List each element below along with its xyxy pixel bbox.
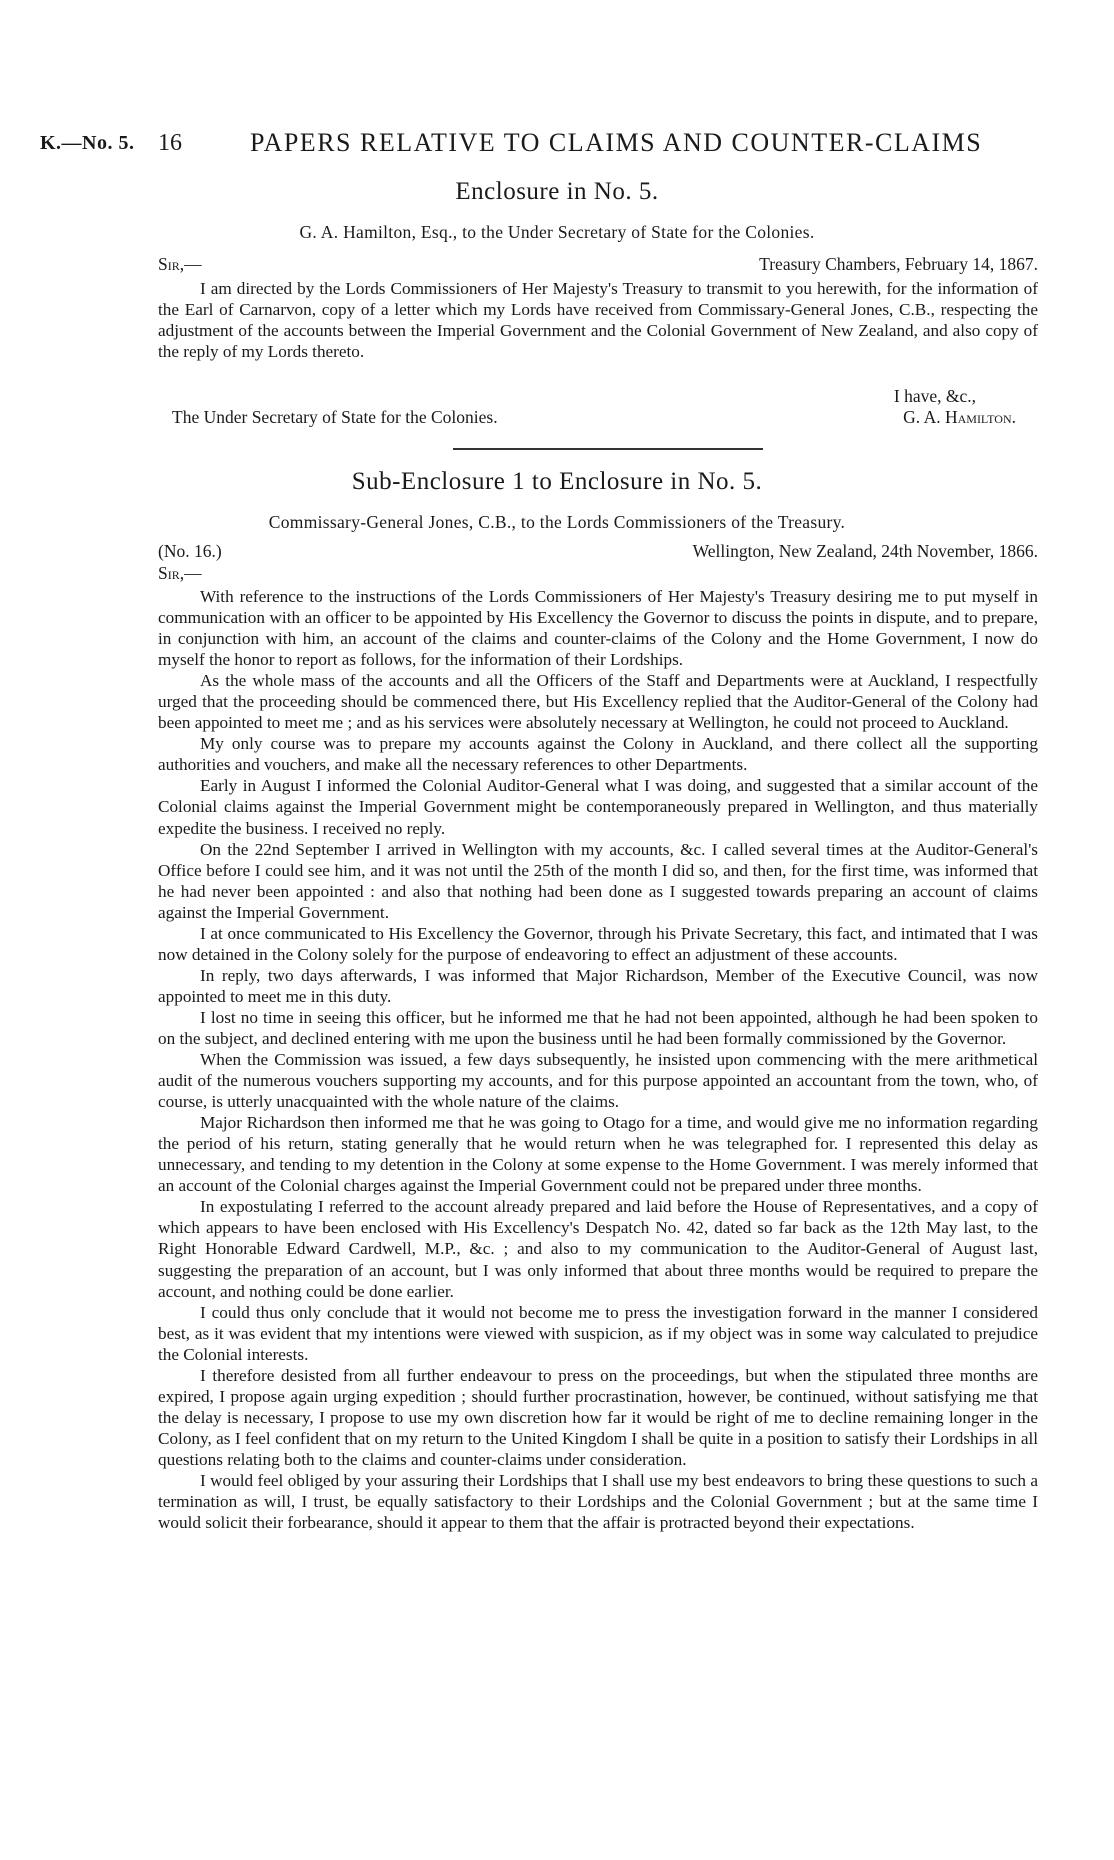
letter-paragraph: With reference to the instructions of the Lords Commissioners of Her Majesty's Treasury desiring me to put myself in communication with an officer to be appointed by His Excellency the Governor to discuss the points in dispute, and to prepare, in conjunction with him, an account of the claims and counter-claims of the Colony and the Home Government, I now do myself the honor to report as follows, for the information of their Lordships. [158, 587, 1038, 670]
sub-enclosure-place-date: Wellington, New Zealand, 24th November, 1866. [692, 541, 1038, 561]
letter-paragraph: I at once communicated to His Excellency the Governor, through his Private Secretary, this fact, and intimated that I was now detained in the Colony solely for the purpose of endeavoring to effect an adjustment of these accounts. [158, 923, 1038, 964]
enclosure-place-date: Treasury Chambers, February 14, 1867. [759, 254, 1038, 274]
letter-number: (No. 16.) [158, 541, 222, 561]
running-title: PAPERS RELATIVE TO CLAIMS AND COUNTER-CLAIMS [250, 128, 983, 157]
letter-paragraph: Major Richardson then informed me that he was going to Otago for a time, and would give me no information regarding the period of his return, stating generally that he would return when he was telegraphed for. I represented this delay as unnecessary, and tending to my detention in the Colony at some expense to the Home Government. I was merely informed that an account of the Colonial charges against the Imperial Government could not be prepared under three months. [158, 1113, 1038, 1196]
letter-paragraph: My only course was to prepare my accounts against the Colony in Auckland, and there collect all the supporting authorities and vouchers, and make all the necessary references to other Departments. [158, 734, 1038, 775]
section-divider [453, 448, 763, 450]
page-number: 16 [158, 130, 182, 156]
letter-paragraph: When the Commission was issued, a few days subsequently, he insisted upon commencing with the mere arithmetical audit of the numerous vouchers supporting my accounts, and for this purpose appointed an accountant from the town, who, of course, is utterly unacquainted with the whole nature of the claims. [158, 1050, 1038, 1112]
letter-paragraph: I therefore desisted from all further endeavour to press on the proceedings, but when the stipulated three months are expired, I propose again urging expedition ; should further procrastination, however, be continued, without satisfying me that the delay is necessary, I propose to use my own discretion how far it would be right of me to decline remaining longer in the Colony, as I feel confident that on my return to the United Kingdom I shall be quite in a position to satisfy their Lordships in all questions relating both to the claims and counter-claims under consideration. [158, 1365, 1038, 1469]
enclosure-salutation: Sir,— [158, 254, 202, 274]
letter-paragraph: On the 22nd September I arrived in Wellington with my accounts, &c. I called several times at the Auditor-General's Office before I could see him, and it was not until the 25th of the month I did so, and then, for the first time, was informed that he had never been appointed : and also that nothing had been done as I suggested towards preparing an account of claims against the Imperial Government. [158, 839, 1038, 922]
enclosure-addressee: The Under Secretary of State for the Colonies. [172, 407, 498, 427]
enclosure-body [158, 278, 1038, 362]
letter-paragraph: In reply, two days afterwards, I was informed that Major Richardson, Member of the Executive Council, was now appointed to meet me in this duty. [158, 965, 1038, 1006]
letter-paragraph: In expostulating I referred to the account already prepared and laid before the House of Representatives, and a copy of which appears to have been enclosed with His Excellency's Despatch No. 42, dated so far back as the 12th May last, to the Right Honorable Edward Cardwell, M.P., &c. ; and also to my communication to the Auditor-General of August last, suggesting the preparation of an account, but I was only informed that about three months would be required to prepare the account, and nothing could be done earlier. [158, 1197, 1038, 1301]
enclosure-closing: I have, &c., [893, 386, 976, 406]
enclosure-salutation-row [158, 254, 1038, 278]
enclosure-signature: G. A. Hamilton. [903, 407, 1016, 427]
sub-enclosure-salutation: Sir,— [158, 563, 202, 583]
page-header [40, 128, 1040, 168]
letter-body [158, 586, 1038, 1533]
sub-enclosure-title: Sub-Enclosure 1 to Enclosure in No. 5. [351, 468, 763, 495]
letter-paragraph: I lost no time in seeing this officer, but he informed me that he had not been appointed, although he had been spoken to on the subject, and declined entering with me upon the business until he had been formally commissioned by the Governor. [158, 1007, 1038, 1048]
enclosure-title: Enclosure in No. 5. [455, 178, 659, 205]
enclosure-body-text: I am directed by the Lords Commissioners of Her Majesty's Treasury to transmit to you herewith, for the information of the Earl of Carnarvon, copy of a letter which my Lords have received from Commissary-General Jones, C.B., respecting the adjustment of the accounts between the Imperial Government and the Colonial Government of New Zealand, and also copy of the reply of my Lords thereto. [158, 279, 1038, 362]
letter-paragraph: I would feel obliged by your assuring their Lordships that I shall use my best endeavors to bring these questions to such a termination as will, I trust, be equally satisfactory to their Lordships and the Colonial Government ; but at the same time I would solicit their forbearance, should it appear to them that the affair is protracted beyond their expectations. [158, 1470, 1038, 1533]
letter-paragraph: I could thus only conclude that it would not become me to press the investigation forward in the manner I considered best, as it was evident that my intentions were viewed with suspicion, as if my object was in some way calculated to prejudice the Colonial interests. [158, 1302, 1038, 1364]
document-reference: K.—No. 5. [40, 132, 135, 154]
sub-enclosure-number-row [158, 541, 1038, 563]
enclosure-signoff-row [158, 407, 1038, 429]
letter-paragraph: Early in August I informed the Colonial Auditor-General what I was doing, and suggested that a similar account of the Colonial claims against the Imperial Government might be contemporaneously prepared in Wellington, and thus materially expedite the business. I received no reply. [158, 776, 1038, 838]
sub-enclosure-from-to: Commissary-General Jones, C.B., to the Lords Commissioners of the Treasury. [268, 512, 846, 532]
enclosure-from-to: G. A. Hamilton, Esq., to the Under Secretary of State for the Colonies. [299, 222, 815, 242]
letter-paragraph: As the whole mass of the accounts and all the Officers of the Staff and Departments were at Auckland, I respectfully urged that the proceeding should be commenced there, but His Excellency replied that the Auditor-General of the Colony had been appointed to meet me ; and as his services were absolutely necessary at Wellington, he could not proceed to Auckland. [158, 671, 1038, 733]
enclosure-closing-row [158, 386, 1038, 408]
sub-enclosure-salutation-row [158, 563, 1038, 585]
